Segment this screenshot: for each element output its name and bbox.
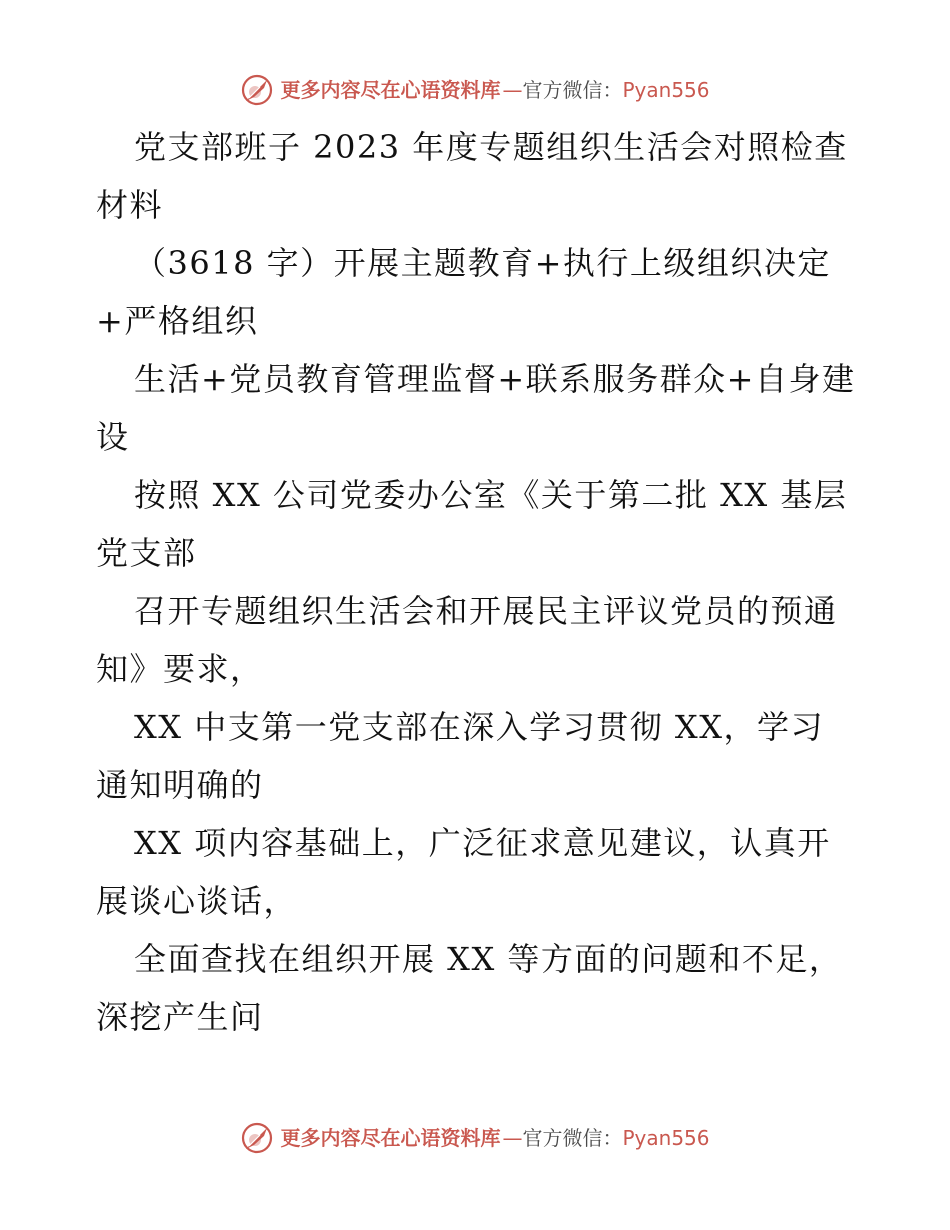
header-watermark <box>0 70 950 110</box>
watermark-official-label: 官方微信： <box>522 78 623 102</box>
body-paragraph: XX 中支第一党支部在深入学习贯彻 XX，学习通知明确的 <box>96 708 824 804</box>
body-paragraph: 生活+党员教育管理监督+联系服务群众+自身建设 <box>96 360 856 456</box>
watermark-site-name: 更多内容尽在心语资料库 <box>280 78 501 102</box>
watermark-dash: — <box>502 1126 521 1150</box>
body-paragraph: 全面查找在组织开展 XX 等方面的问题和不足，深挖产生问 <box>96 940 843 1036</box>
document-body <box>96 118 856 1046</box>
body-paragraph: XX 项内容基础上，广泛征求意见建议，认真开展谈心谈话， <box>96 824 831 920</box>
title-subtitle: （3618 字）开展主题教育+执行上级组织决定+严格组织 <box>96 244 831 340</box>
watermark-official-label: 官方微信： <box>522 1126 623 1150</box>
watermark-dash: — <box>502 78 521 102</box>
quill-logo-icon <box>240 73 274 107</box>
body-paragraph: 召开专题组织生活会和开展民主评议党员的预通知》要求， <box>96 592 838 688</box>
document-title: 党支部班子 2023 年度专题组织生活会对照检查材料 <box>96 128 848 224</box>
body-paragraph: 按照 XX 公司党委办公室《关于第二批 XX 基层党支部 <box>96 476 848 572</box>
watermark-wechat-id: Pyan556 <box>622 78 710 102</box>
footer-watermark <box>0 1118 950 1158</box>
watermark-wechat-id: Pyan556 <box>622 1126 710 1150</box>
quill-logo-icon <box>240 1121 274 1155</box>
watermark-site-name: 更多内容尽在心语资料库 <box>280 1126 501 1150</box>
